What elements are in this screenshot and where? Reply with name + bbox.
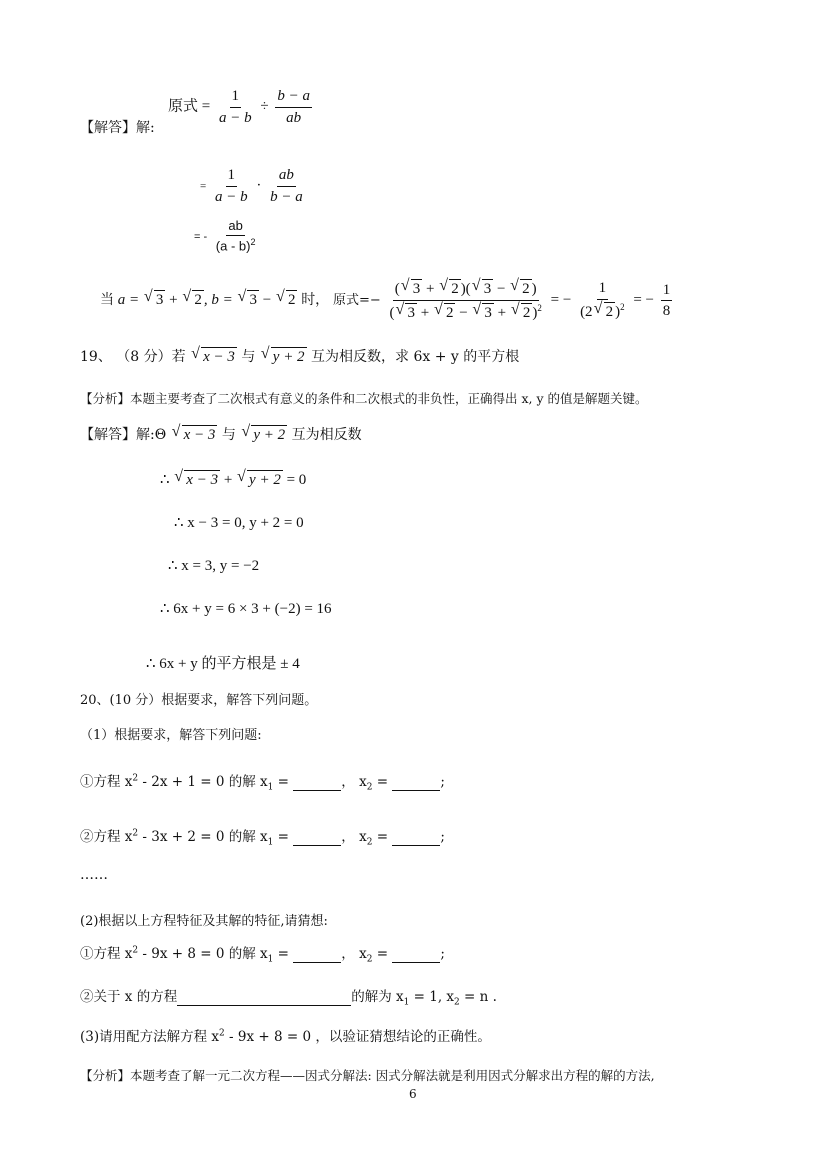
fraction-denominator: a − b [218,109,252,126]
equation-1 [80,770,445,793]
radicand: 3 [407,305,415,321]
sqrt-3 [238,290,259,309]
eq-post: = 1, x [409,989,455,1005]
equation-2 [80,825,445,848]
answer-blank[interactable] [293,774,341,791]
radicand: 3 [249,291,257,308]
comma: ， x [341,774,367,790]
fraction-numerator: 1 [661,282,673,302]
subscript: 1 [267,837,274,848]
dot-sign: · [256,177,262,194]
radicand: 2 [522,305,531,321]
yu-text: 与 [221,427,236,443]
fraction-numerator: b − a [275,88,312,108]
den-exponent: 2 [250,237,256,248]
question-20-title: 20、(10 分）根据要求，解答下列问题。 [80,693,318,708]
a-def: a = [117,291,143,308]
question-number: 19、 [80,349,112,365]
radicand: 2 [194,291,202,308]
big-fraction [387,279,543,322]
step-19-4: ∴ 6x + y = 6 × 3 + (−2) = 16 [160,601,332,617]
den-text: (a - b) [215,238,251,254]
subscript: 2 [454,997,460,1008]
equals-sign: = [201,98,211,115]
minus: − [258,291,275,308]
exponent: 2 [132,945,139,956]
subscript: 1 [267,782,274,793]
equation-3 [80,942,445,965]
exponent: 2 [132,828,139,839]
big-numerator: (√ 3 + √ 2 )(√ 3 − √ 2 ) [393,279,539,301]
answer-blank[interactable] [293,829,341,846]
subscript: 2 [366,782,373,793]
eq-sign: = [372,774,393,790]
fraction-numerator: 1 [230,88,242,108]
eq-pre: ②关于 x 的方程 [80,989,178,1005]
fraction-denominator: 8 [662,303,671,319]
radicand: x − 3 [183,427,216,443]
den-post: ) [615,303,621,320]
exponent: 2 [620,301,625,312]
sqrt-2 [183,290,204,309]
sqrt-2 [595,302,616,321]
dang-text: 当 [100,291,114,308]
step-19-1 [160,470,306,489]
answer-label-1: 【解答】解: [80,120,155,136]
analysis-20: 【分析】本题考查了解一元二次方程——因式分解法: 因式分解法就是利用因式分解求出方程的解的方法, [80,1068,655,1083]
question-19 [80,346,519,366]
fraction-result [661,282,673,320]
exponent: 2 [537,303,542,313]
sqrt-y-plus-2 [238,470,283,489]
yuanshi-text: 原式 [168,96,199,115]
answer-label: 【解答】解:Θ [80,427,167,443]
page-number: 6 [409,1087,417,1101]
expression-line-2 [200,167,308,205]
sqrt-x-minus-3 [173,425,218,444]
analysis-19: 【分析】本题主要考查了二次根式有意义的条件和二次根式的非负性，正确得出 x, y 的值是解题关键。 [80,391,648,406]
subscript: 1 [403,997,410,1008]
equals-zero: = 0 [282,472,307,488]
answer-blank[interactable] [392,946,440,963]
question-20-part3 [80,1025,491,1045]
eq-pre: ②方程 x [80,829,133,845]
therefore: ∴ [160,472,170,488]
question-20-part2: (2)根据以上方程特征及其解的特征,请猜想: [80,914,328,929]
eq-pre: ①方程 x [80,774,133,790]
radicand: x − 3 [203,349,235,365]
answer-19 [80,424,362,444]
subscript: 1 [267,954,274,965]
eq-mid: 的解为 x [351,989,404,1005]
expression-line-1 [168,88,315,126]
sqrt-y-plus-2 [242,425,287,444]
fraction-denominator: b − a [270,188,303,205]
divide-sign: ÷ [260,98,269,115]
part3-pre: (3)请用配方法解方程 x [80,1029,220,1045]
fraction-denominator: a − b [214,188,248,205]
comma: ， x [341,946,367,962]
answer-blank[interactable] [293,946,341,963]
fraction-denominator: ab [286,109,302,126]
radicand: x − 3 [186,472,219,488]
eq-sign: = [372,829,393,845]
fraction-2 [268,167,305,205]
sqrt-x-minus-3 [192,347,237,366]
step-19-5: ∴ 6x + y 的平方根是 ± 4 [146,656,300,672]
fraction-numerator: 1 [597,280,609,300]
plus: + [220,472,237,488]
fraction-numerator: 1 [226,167,238,187]
eq-sign: = [273,946,294,962]
radicand: 3 [155,291,164,308]
eq-pre: ①方程 x [80,946,133,962]
fraction-denominator [578,300,627,321]
eq-mid: - 2x + 1 = 0 的解 x [138,774,268,790]
ellipsis: …… [80,867,108,883]
shi-text: 时， [301,291,330,308]
equation-4 [80,985,497,1008]
fraction-numerator: ab [277,167,296,187]
sqrt-y-plus-2 [262,347,307,366]
fraction-denominator [214,236,258,254]
sqrt-3 [145,290,166,309]
semicolon: ; [440,774,445,790]
sqrt-3 [396,303,417,322]
sqrt-3 [473,279,494,298]
subscript: 2 [366,954,373,965]
eq-sign: = [273,774,294,790]
sqrt-2 [277,290,298,309]
fraction-1 [217,88,254,126]
radicand: 2 [445,305,454,321]
big-denominator: (√ 3 + √ 2 − √ 3 + √ 2 )$^2$ [387,301,543,322]
sqrt-x-minus-3 [175,470,220,489]
step-19-3: ∴ x = 3, y = −2 [168,558,260,574]
radicand: 2 [287,291,296,308]
radicand: y + 2 [272,349,305,365]
part3-post: - 9x + 8 = 0 ，以验证猜想结论的正确性。 [224,1029,491,1045]
eq-post: = n . [459,989,497,1005]
sqrt-2 [512,303,533,322]
fraction-2 [275,88,312,126]
eq-sign: = [372,946,393,962]
radicand: 2 [522,281,530,297]
sqrt-3 [473,303,494,322]
fraction-1 [213,167,250,205]
question-score: （8 分）若 [116,349,186,365]
answer-blank[interactable] [392,829,440,846]
plus: + [165,291,182,308]
equals-minus: = − [633,291,654,308]
radicand: y + 2 [249,472,281,488]
equation-blank[interactable] [177,989,351,1006]
answer-blank[interactable] [392,774,440,791]
equals-minus: = - [194,230,208,243]
semicolon: ; [440,946,445,962]
sqrt-2 [511,279,532,298]
equals-sign: = [200,180,207,193]
equals-minus: = − [550,291,572,308]
answer-text: 互为相反数 [291,427,362,443]
question-20-part1: （1）根据要求，解答下列问题: [80,728,262,743]
subscript: 2 [366,837,373,848]
eq-sign: = [273,829,294,845]
eq-mid: - 3x + 2 = 0 的解 x [138,829,268,845]
exponent: 2 [219,1028,225,1039]
den-pre: (2 [580,303,593,320]
radicand: y + 2 [253,427,286,443]
yu-text: 与 [241,349,256,365]
yuanshi-text: 原式=− [332,292,381,308]
eq-mid: - 9x + 8 = 0 的解 x [138,946,268,962]
sqrt-2 [435,303,456,322]
radicand: 2 [605,303,614,320]
radicand: 3 [484,305,492,321]
semicolon: ; [440,829,445,845]
sqrt-2 [440,279,461,298]
question-text: 互为相反数，求 6x + y 的平方根 [311,349,520,365]
radicand: 3 [412,281,421,297]
fraction-numerator: ab [226,219,244,236]
expression-line-4 [100,279,675,322]
fraction-small [578,280,627,321]
exponent: 2 [132,773,139,784]
radicand: 2 [451,281,459,297]
radicand: 3 [483,281,492,297]
b-def: , b = [203,291,237,308]
step-19-2: ∴ x − 3 = 0, y + 2 = 0 [174,515,304,531]
expression-line-3 [194,219,260,254]
sqrt-3 [402,279,423,298]
fraction-3 [214,219,258,254]
comma: ， x [341,829,367,845]
